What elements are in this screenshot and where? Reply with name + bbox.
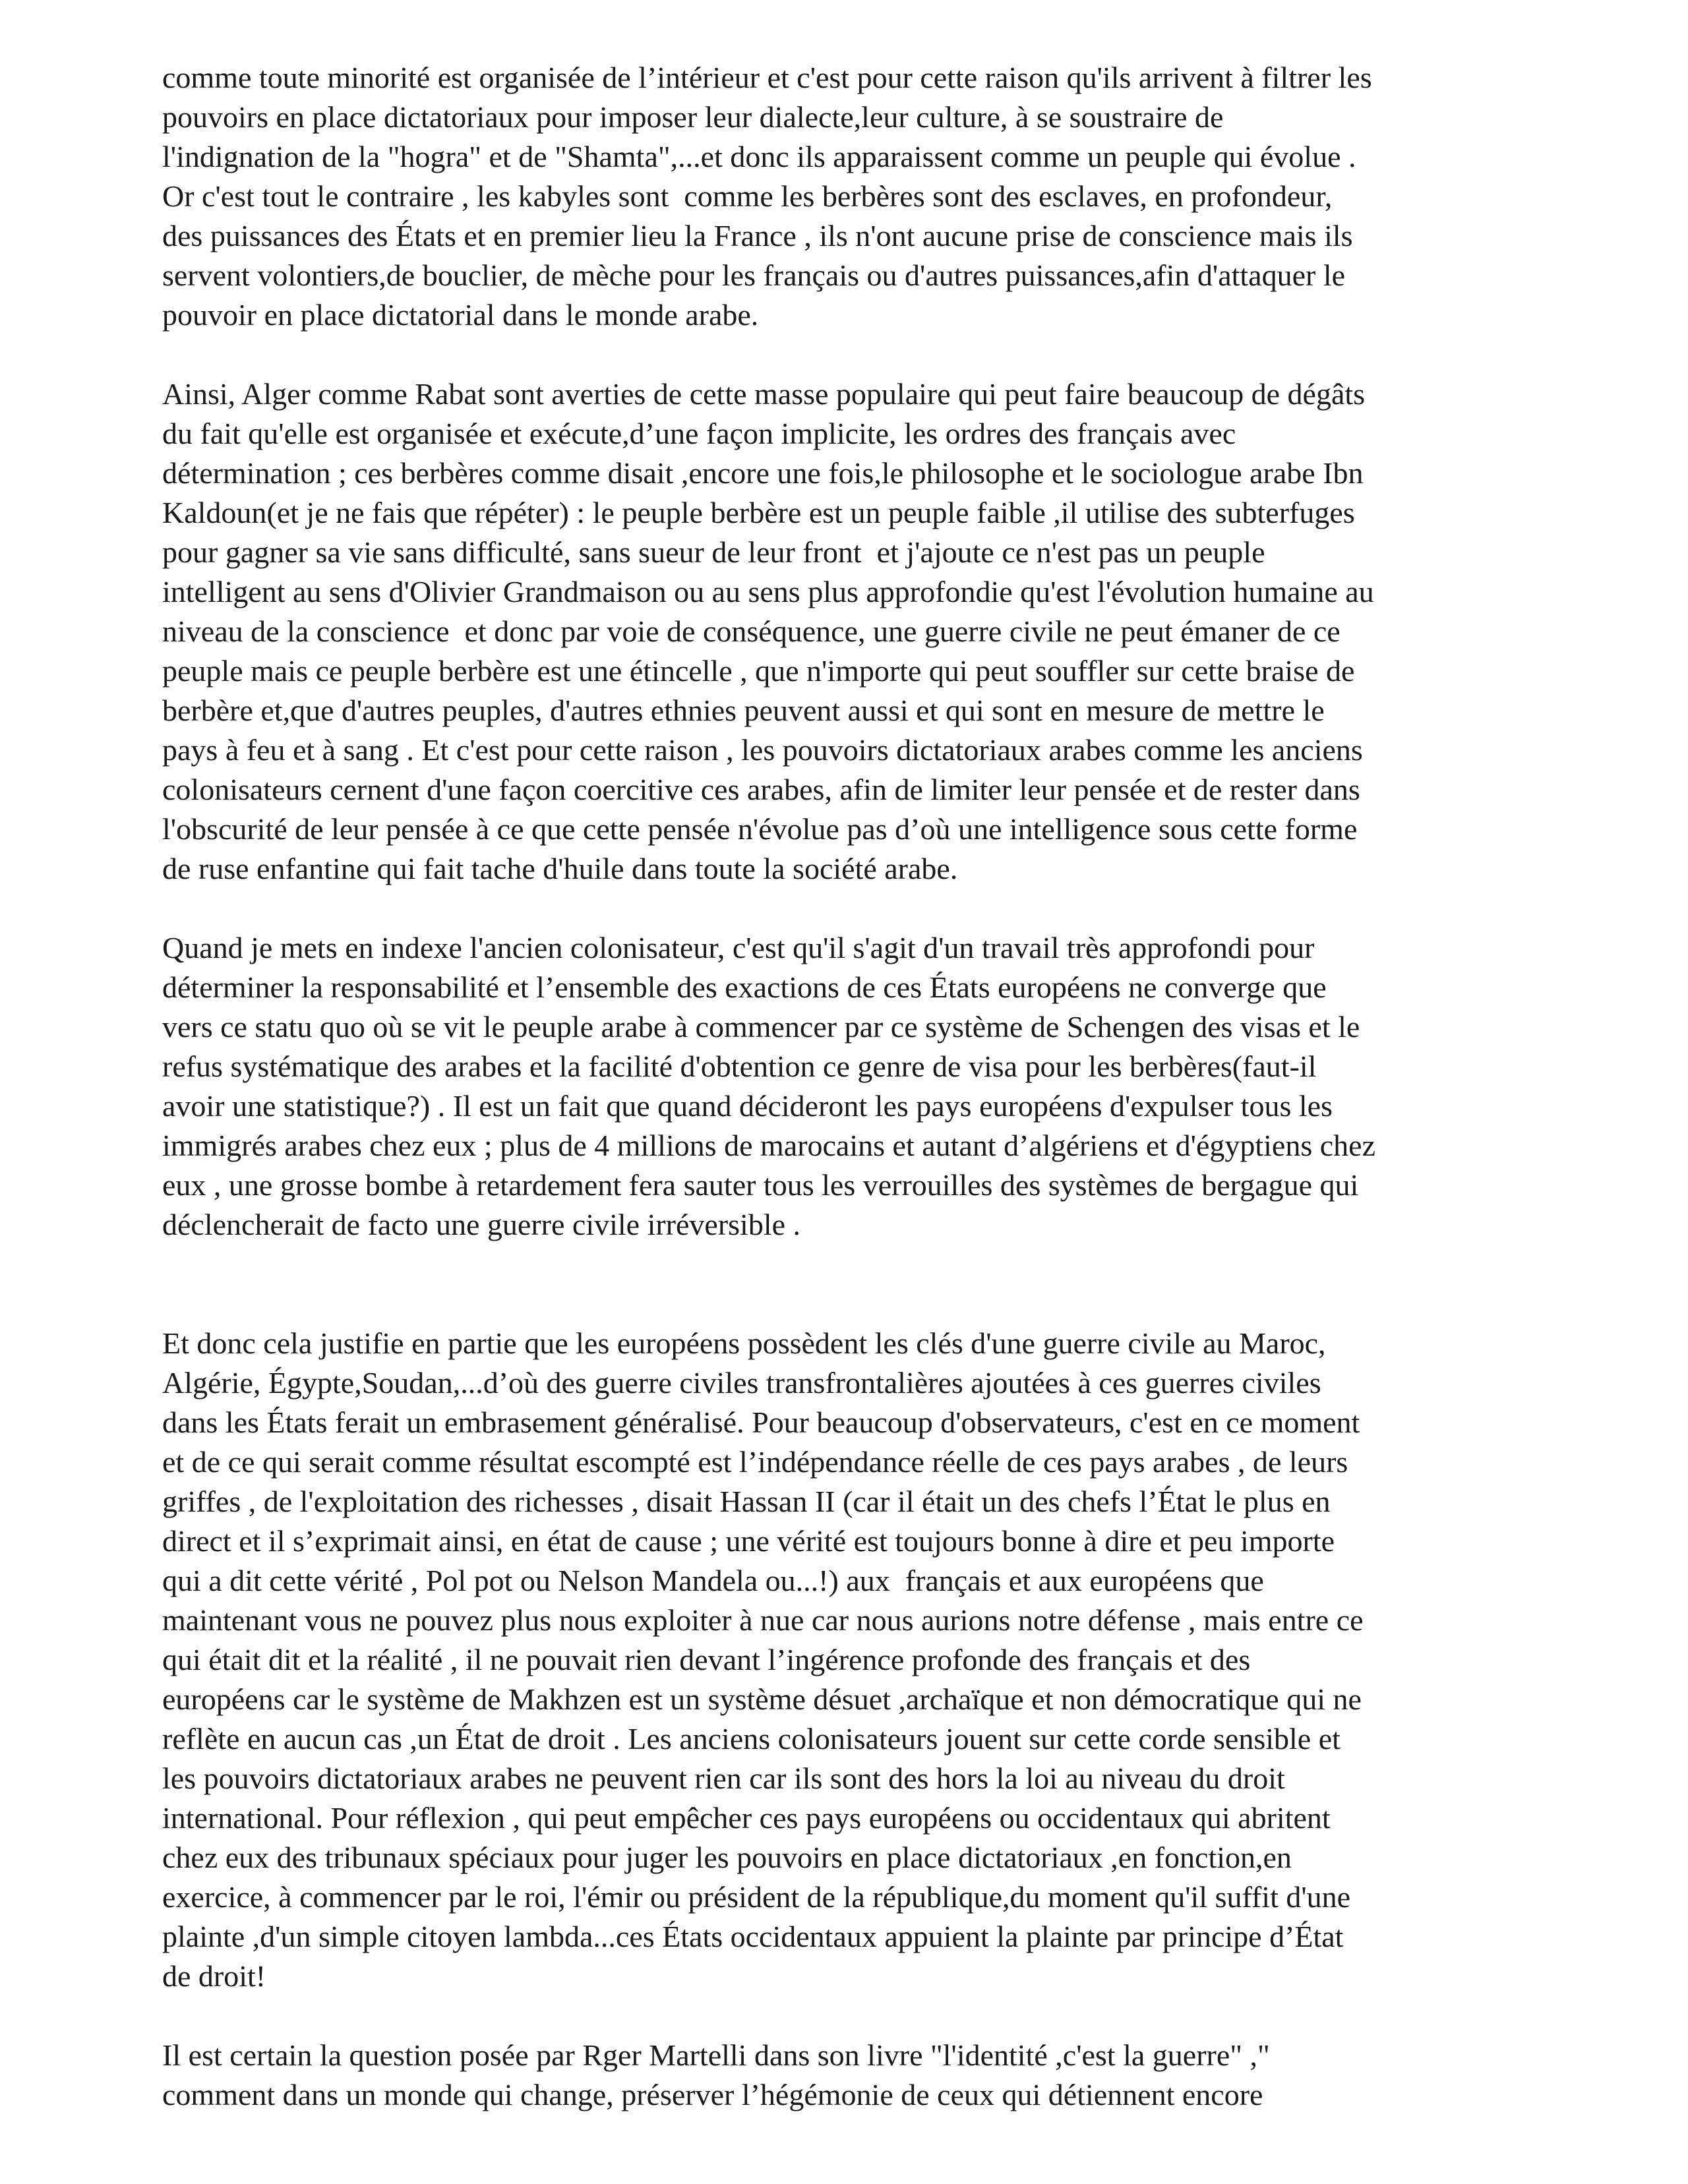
text-line: chez eux des tribunaux spéciaux pour juger les pouvoirs en place dictatoriaux ,en fonction,en: [162, 1841, 1292, 1874]
text-line: griffes , de l'exploitation des richesses , disait Hassan II (car il était un des chefs l’État le plus en: [162, 1485, 1331, 1518]
text-line: direct et il s’exprimait ainsi, en état de cause ; une vérité est toujours bonne à dire et peu importe: [162, 1524, 1335, 1558]
text-line: berbère et,que d'autres peuples, d'autres ethnies peuvent aussi et qui sont en mesure de mettre le: [162, 694, 1325, 727]
text-line: niveau de la conscience et donc par voie de conséquence, une guerre civile ne peut émaner de ce: [162, 614, 1341, 648]
text-line: pays à feu et à sang . Et c'est pour cette raison , les pouvoirs dictatoriaux arabes comme les anciens: [162, 733, 1363, 767]
text-line: comme toute minorité est organisée de l’intérieur et c'est pour cette raison qu'ils arrivent à filtrer les: [162, 61, 1372, 94]
text-line: plainte ,d'un simple citoyen lambda...ces États occidentaux appuient la plainte par principe d’État: [162, 1920, 1344, 1953]
text-line: pouvoirs en place dictatoriaux pour imposer leur dialecte,leur culture, à se soustraire de: [162, 100, 1224, 134]
paragraph-spacer: [162, 1996, 1534, 2036]
text-line: Or c'est tout le contraire , les kabyles sont comme les berbères sont des esclaves, en profondeur,: [162, 179, 1333, 213]
paragraph-spacer: [162, 889, 1534, 928]
text-line: européens car le système de Makhzen est un système désuet ,archaïque et non démocratique qui ne: [162, 1682, 1362, 1716]
text-line: maintenant vous ne pouvez plus nous exploiter à nue car nous aurions notre défense , mais entre ce: [162, 1603, 1364, 1637]
text-line: servent volontiers,de bouclier, de mèche pour les français ou d'autres puissances,afin d'attaquer le: [162, 258, 1346, 292]
paragraph-1: [162, 58, 1534, 335]
text-line: international. Pour réflexion , qui peut empêcher ces pays européens ou occidentaux qui abritent: [162, 1801, 1331, 1835]
text-line: avoir une statistique?) . Il est un fait que quand décideront les pays européens d'expulser tous les: [162, 1089, 1333, 1123]
text-line: comment dans un monde qui change, préserver l’hégémonie de ceux qui détiennent encore: [162, 2078, 1263, 2111]
text-line: Quand je mets en indexe l'ancien colonisateur, c'est qu'il s'agit d'un travail très approfondi pour: [162, 931, 1315, 964]
text-line: du fait qu'elle est organisée et exécute,d’une façon implicite, les ordres des français avec: [162, 417, 1236, 450]
text-line: Algérie, Égypte,Soudan,...d’où des guerre civiles transfrontalières ajoutées à ces guerres civiles: [162, 1366, 1321, 1400]
text-line: refus systématique des arabes et la facilité d'obtention ce genre de visa pour les berbères(faut-il: [162, 1049, 1317, 1083]
text-line: les pouvoirs dictatoriaux arabes ne peuvent rien car ils sont des hors la loi au niveau du droit: [162, 1761, 1285, 1795]
text-line: colonisateurs cernent d'une façon coercitive ces arabes, afin de limiter leur pensée et de rester dans: [162, 773, 1360, 806]
text-line: de ruse enfantine qui fait tache d'huile dans toute la société arabe.: [162, 852, 958, 885]
text-line: de droit!: [162, 1959, 266, 1993]
paragraph-spacer: [162, 335, 1534, 374]
text-line: exercice, à commencer par le roi, l'émir ou président de la république,du moment qu'il suffit d'une: [162, 1880, 1351, 1914]
paragraph-spacer: [162, 1245, 1534, 1324]
text-line: et de ce qui serait comme résultat escompté est l’indépendance réelle de ces pays arabes , de leurs: [162, 1445, 1348, 1479]
text-line: qui était dit et la réalité , il ne pouvait rien devant l’ingérence profonde des français et des: [162, 1643, 1251, 1676]
text-line: eux , une grosse bombe à retardement fera sauter tous les verrouilles des systèmes de bergague qui: [162, 1168, 1359, 1202]
text-line: immigrés arabes chez eux ; plus de 4 millions de marocains et autant d’algériens et d'égyptiens chez: [162, 1129, 1375, 1162]
text-line: qui a dit cette vérité , Pol pot ou Nelson Mandela ou...!) aux français et aux européens que: [162, 1564, 1264, 1597]
text-line: Il est certain la question posée par Rger Martelli dans son livre "l'identité ,c'est la guerre" ,": [162, 2038, 1270, 2072]
text-line: détermination ; ces berbères comme disait ,encore une fois,le philosophe et le sociologue arabe Ibn: [162, 456, 1364, 490]
text-line: des puissances des États et en premier lieu la France , ils n'ont aucune prise de conscience mais ils: [162, 219, 1353, 252]
document-page: [162, 58, 1534, 2115]
paragraph-2: [162, 374, 1534, 889]
text-line: Et donc cela justifie en partie que les européens possèdent les clés d'une guerre civile au Maroc,: [162, 1326, 1326, 1360]
text-line: pour gagner sa vie sans difficulté, sans sueur de leur front et j'ajoute ce n'est pas un peuple: [162, 535, 1265, 569]
text-line: pouvoir en place dictatorial dans le monde arabe.: [162, 298, 759, 332]
text-line: Ainsi, Alger comme Rabat sont averties de cette masse populaire qui peut faire beaucoup de dégâts: [162, 377, 1366, 411]
text-line: Kaldoun(et je ne fais que répéter) : le peuple berbère est un peuple faible ,il utilise des subterfuges: [162, 496, 1355, 529]
text-line: l'indignation de la "hogra" et de "Shamta",...et donc ils apparaissent comme un peuple qui évolue .: [162, 140, 1356, 173]
text-line: dans les États ferait un embrasement généralisé. Pour beaucoup d'observateurs, c'est en ce moment: [162, 1405, 1360, 1439]
paragraph-4: [162, 1324, 1534, 1996]
text-line: intelligent au sens d'Olivier Grandmaison ou au sens plus approfondie qu'est l'évolution humaine au: [162, 575, 1374, 608]
text-line: reflète en aucun cas ,un État de droit . Les anciens colonisateurs jouent sur cette corde sensible et: [162, 1722, 1341, 1756]
text-line: déterminer la responsabilité et l’ensemble des exactions de ces États européens ne converge que: [162, 970, 1327, 1004]
text-line: vers ce statu quo où se vit le peuple arabe à commencer par ce système de Schengen des visas et le: [162, 1010, 1360, 1044]
text-line: l'obscurité de leur pensée à ce que cette pensée n'évolue pas d’où une intelligence sous cette forme: [162, 812, 1358, 846]
paragraph-3: [162, 928, 1534, 1245]
text-line: peuple mais ce peuple berbère est une étincelle , que n'importe qui peut souffler sur cette braise de: [162, 654, 1355, 688]
paragraph-5: [162, 2036, 1534, 2115]
text-line: déclencherait de facto une guerre civile irréversible .: [162, 1208, 801, 1241]
